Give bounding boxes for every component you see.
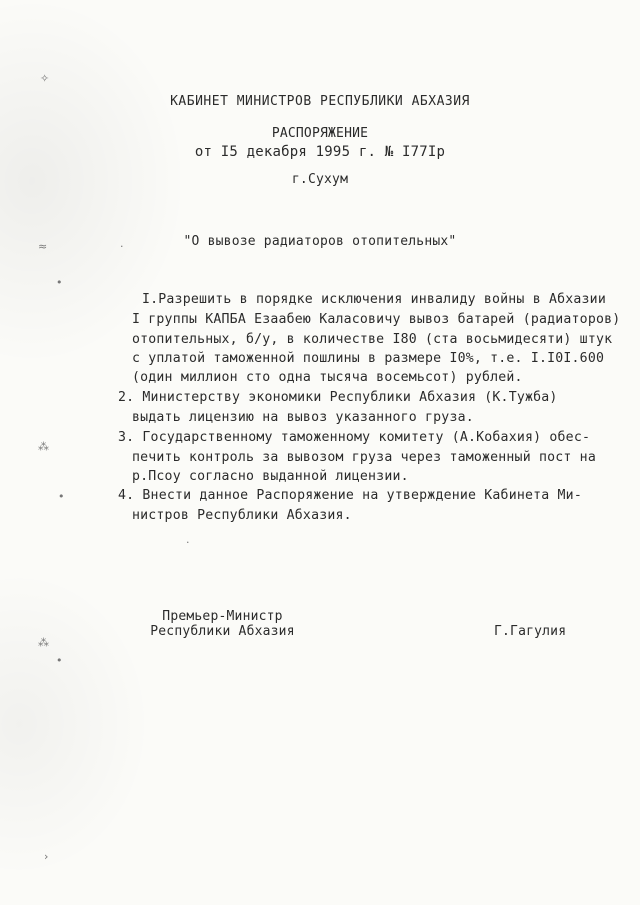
body-line: 3. Государственному таможенному комитету (А.Кобахия) обес-: [118, 430, 591, 445]
scan-mark-icon: •: [58, 490, 65, 503]
signatory-title-line2: Республики Абхазия: [150, 624, 295, 639]
body-line: печить контроль за вывозом груза через таможенный пост на: [132, 450, 596, 465]
scan-mark-icon: ⁂: [38, 636, 49, 649]
scan-mark-icon: ✧: [40, 72, 50, 85]
scan-mark-icon: ›: [44, 850, 49, 863]
body-line: отопительных, б/у, в количестве I80 (ста восьмидесяти) штук: [132, 332, 613, 347]
body-line: 4. Внести данное Распоряжение на утверждение Кабинета Ми-: [118, 488, 582, 503]
scan-mark-icon: ≈: [38, 240, 48, 253]
body-line: нистров Республики Абхазия.: [132, 508, 352, 523]
body-line: выдать лицензию на вывоз указанного груза.: [132, 410, 474, 425]
document-city: г.Сухум: [291, 172, 349, 187]
body-line: I.Разрешить в порядке исключения инвалиду войны в Абхазии: [142, 292, 606, 307]
signatory-name: Г.Гагулия: [494, 624, 567, 639]
organization-header: КАБИНЕТ МИНИСТРОВ РЕСПУБЛИКИ АБХАЗИЯ: [170, 94, 470, 109]
scan-mark-icon: ⁂: [38, 440, 49, 453]
body-line: 2. Министерству экономики Республики Абхазия (К.Тужба): [118, 390, 558, 405]
scan-mark-icon: ·: [186, 536, 190, 549]
body-line: I группы КАПБА Езаабею Каласовичу вывоз батарей (радиаторов): [132, 312, 621, 327]
document-date-line: от I5 декабря 1995 г. № I77Iр: [194, 144, 446, 160]
signatory-title-line1: Премьер-Министр: [162, 609, 283, 624]
body-line: с уплатой таможенной пошлины в размере I0%, т.е. I.I0I.600: [132, 351, 605, 366]
scan-mark-icon: •: [56, 276, 63, 289]
scan-mark-icon: •: [56, 654, 63, 667]
document-subject: "О вывозе радиаторов отопительных": [183, 234, 457, 249]
document-type: РАСПОРЯЖЕНИЕ: [271, 126, 369, 141]
body-line: (один миллион сто одна тысяча восемьсот) рублей.: [132, 370, 523, 385]
scan-mark-icon: ·: [120, 240, 124, 253]
body-line: р.Псоу согласно выданной лицензии.: [132, 469, 409, 484]
